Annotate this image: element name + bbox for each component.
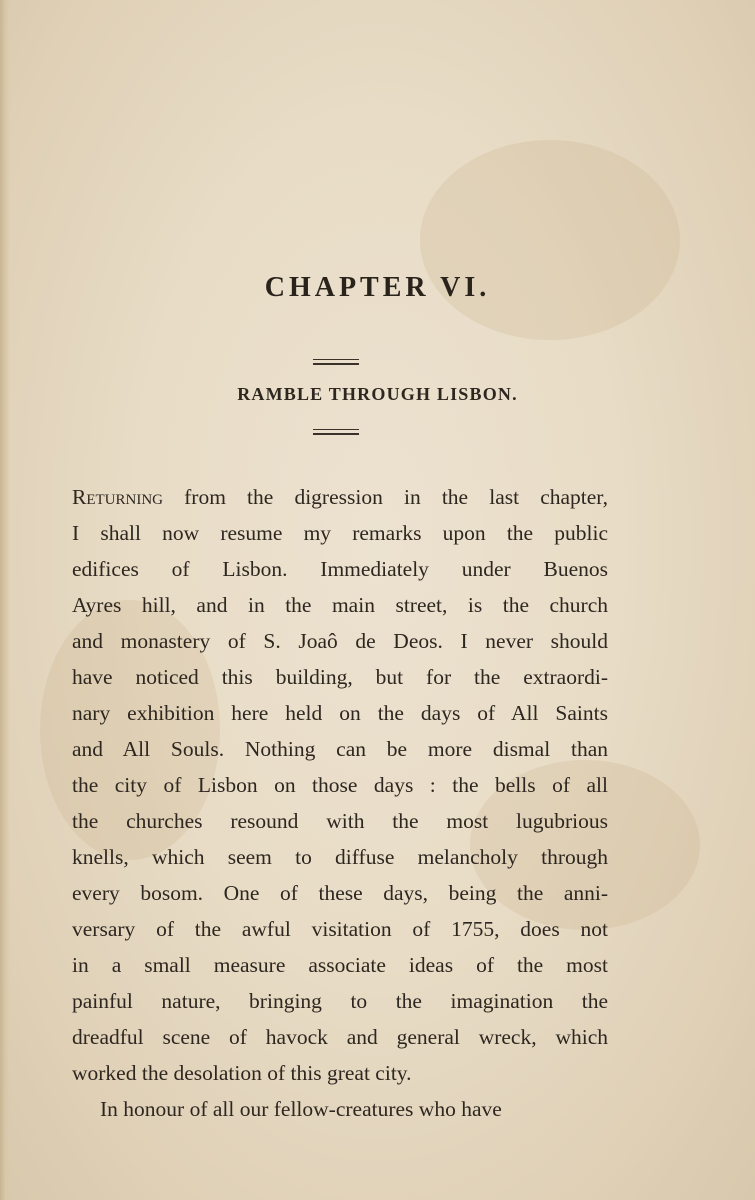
text-line: worked the desolation of this great city. (72, 1061, 412, 1085)
opening-word: Returning (72, 485, 163, 509)
text-line: versary of the awful visitation of 1755, does not (72, 917, 608, 941)
text-line-1 (72, 479, 608, 515)
text-line: the churches resound with the most lugubrious (72, 809, 608, 833)
text-line: and All Souls. Nothing can be more dismal than (72, 737, 608, 761)
body-text (72, 479, 608, 1127)
ornamental-rule-bottom (313, 429, 359, 435)
text-line: In honour of all our fellow-creatures who have (100, 1097, 502, 1121)
text-line: I shall now resume my remarks upon the public (72, 521, 608, 545)
chapter-heading: CHAPTER VI. (264, 272, 491, 303)
text-line: painful nature, bringing to the imagination the (72, 989, 608, 1013)
text-line: every bosom. One of these days, being the anni- (72, 881, 608, 905)
text-line: nary exhibition here held on the days of All Saints (72, 701, 608, 725)
page-binding-edge (0, 0, 10, 1200)
ornamental-rule-top (313, 359, 359, 365)
text-line-1-rest: from the digression in the last chapter, (163, 485, 608, 509)
text-line: have noticed this building, but for the extraordi- (72, 665, 608, 689)
text-line: knells, which seem to diffuse melancholy through (72, 845, 608, 869)
text-line: Ayres hill, and in the main street, is the church (72, 593, 608, 617)
text-line: and monastery of S. Joaô de Deos. I never should (72, 629, 608, 653)
text-line: the city of Lisbon on those days : the bells of all (72, 773, 608, 797)
text-line: in a small measure associate ideas of the most (72, 953, 608, 977)
text-line: dreadful scene of havock and general wreck, which (72, 1025, 608, 1049)
chapter-subtitle: RAMBLE THROUGH LISBON. (237, 384, 518, 404)
text-line: edifices of Lisbon. Immediately under Buenos (72, 557, 608, 581)
paper-stain (420, 140, 680, 340)
